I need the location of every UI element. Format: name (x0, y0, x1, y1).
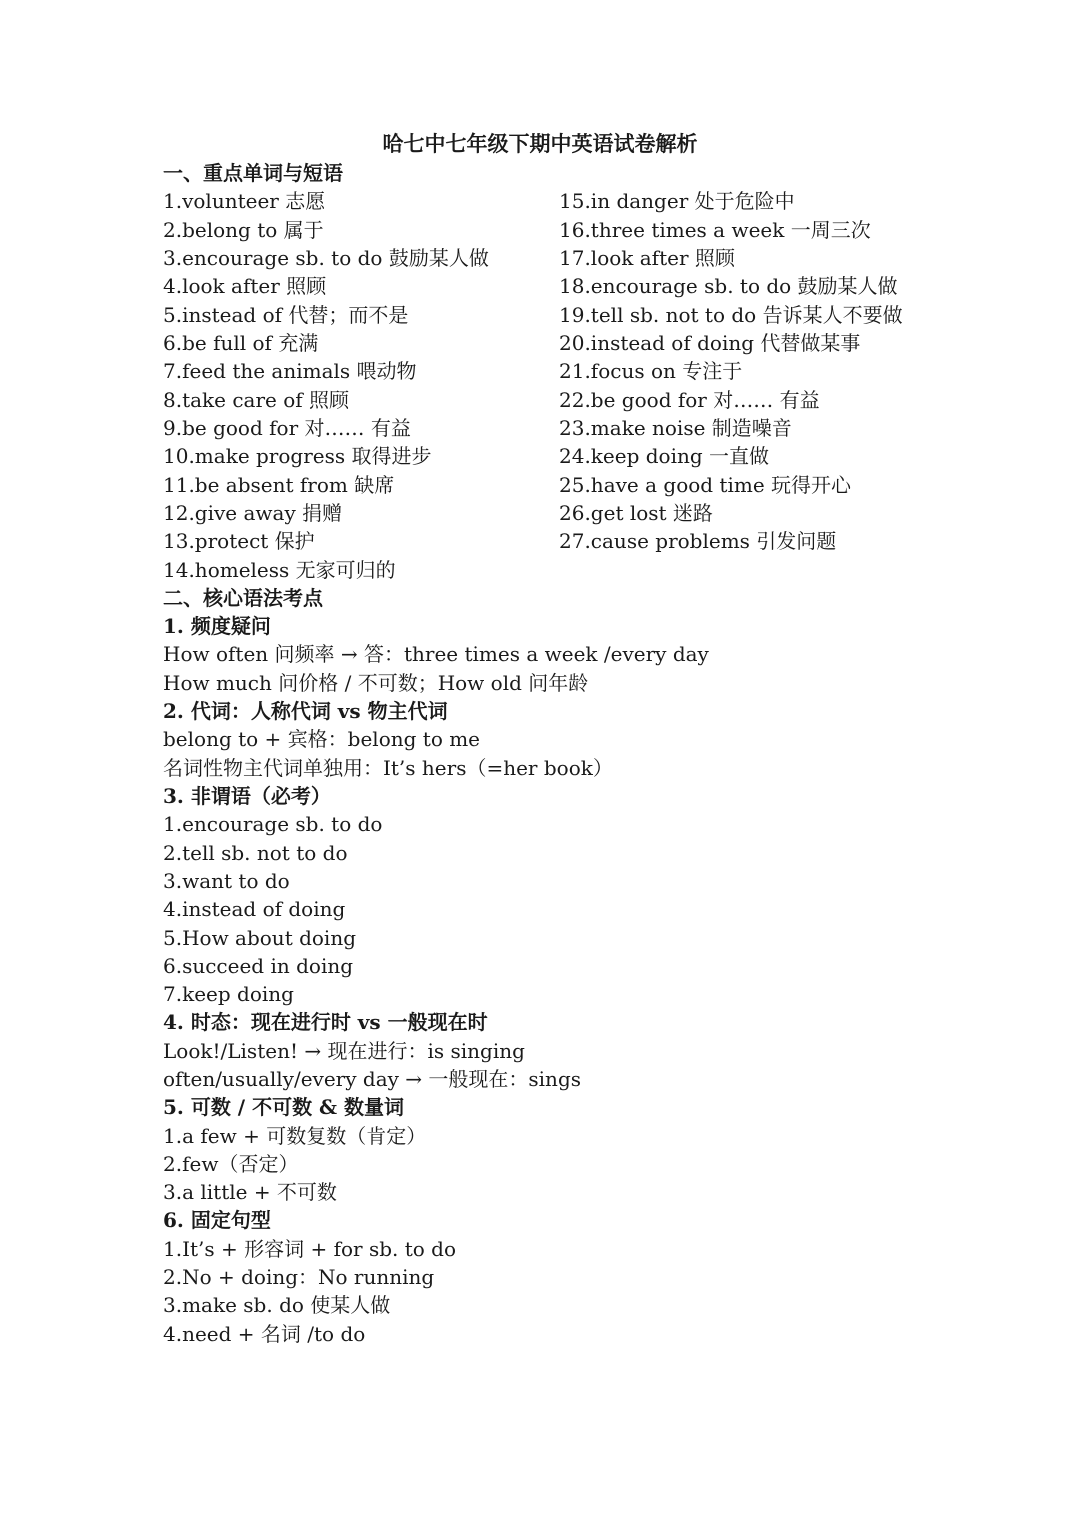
grammar-line: 1.encourage sb. to do (163, 812, 383, 836)
vocab-item: 9.be good for 对…… 有益 (163, 416, 411, 440)
vocab-item: 24.keep doing 一直做 (559, 444, 770, 468)
grammar-heading-frequency: 1. 频度疑问 (163, 614, 271, 638)
vocab-item: 26.get lost 迷路 (559, 501, 713, 525)
vocab-item: 10.make progress 取得进步 (163, 444, 432, 468)
document-title: 哈七中七年级下期中英语试卷解析 (382, 131, 698, 156)
vocab-item: 21.focus on 专注于 (559, 359, 743, 383)
grammar-heading-pronouns: 2. 代词：人称代词 vs 物主代词 (163, 699, 448, 723)
vocab-item: 18.encourage sb. to do 鼓励某人做 (559, 274, 898, 298)
grammar-heading-patterns: 6. 固定句型 (163, 1208, 271, 1232)
grammar-line: 6.succeed in doing (163, 954, 354, 978)
vocab-item: 27.cause problems 引发问题 (559, 529, 837, 553)
grammar-line: 2.tell sb. not to do (163, 840, 348, 865)
grammar-line: often/usually/every day → 一般现在：sings (163, 1067, 582, 1091)
grammar-line: 3.want to do (163, 869, 290, 893)
vocab-item: 6.be full of 充满 (163, 331, 319, 355)
vocab-item: 4.look after 照顾 (163, 274, 327, 298)
grammar-line: 5.How about doing (163, 925, 357, 950)
grammar-line: 3.a little + 不可数 (163, 1180, 337, 1204)
grammar-heading-nonfinite: 3. 非谓语（必考） (163, 784, 331, 808)
section-heading-grammar: 二、核心语法考点 (163, 586, 323, 610)
vocab-item: 3.encourage sb. to do 鼓励某人做 (163, 246, 489, 270)
vocab-item: 19.tell sb. not to do 告诉某人不要做 (559, 302, 903, 327)
vocab-item: 2.belong to 属于 (163, 217, 324, 242)
vocab-item: 20.instead of doing 代替做某事 (559, 331, 861, 355)
grammar-line: 2.few（否定） (163, 1152, 299, 1176)
vocab-item: 5.instead of 代替；而不是 (163, 302, 409, 327)
vocab-item: 1.volunteer 志愿 (163, 189, 326, 213)
grammar-heading-tense: 4. 时态：现在进行时 vs 一般现在时 (163, 1010, 488, 1034)
vocab-item: 13.protect 保护 (163, 529, 315, 553)
grammar-line: 1.It’s + 形容词 + for sb. to do (163, 1237, 457, 1261)
grammar-line: How often 问频率 → 答：three times a week /every day (163, 642, 709, 666)
vocab-item: 23.make noise 制造噪音 (559, 416, 792, 440)
grammar-line: 名词性物主代词单独用：It’s hers（=her book） (163, 755, 613, 780)
grammar-line: 2.No + doing：No running (163, 1265, 435, 1289)
grammar-line: Look!/Listen! → 现在进行：is singing (163, 1039, 525, 1063)
vocab-item: 22.be good for 对…… 有益 (559, 387, 820, 412)
grammar-line: 3.make sb. do 使某人做 (163, 1293, 391, 1317)
grammar-line: 4.need + 名词 /to do (163, 1322, 366, 1346)
vocab-item: 12.give away 捐赠 (163, 501, 343, 525)
grammar-line: belong to + 宾格：belong to me (163, 727, 481, 751)
grammar-line: 4.instead of doing (163, 897, 346, 921)
vocab-item: 17.look after 照顾 (559, 246, 735, 270)
vocab-item: 16.three times a week 一周三次 (559, 217, 871, 242)
section-heading-vocab: 一、重点单词与短语 (163, 161, 343, 185)
vocab-item: 11.be absent from 缺席 (163, 472, 395, 497)
vocab-item: 14.homeless 无家可归的 (163, 557, 396, 582)
vocab-item: 25.have a good time 玩得开心 (559, 472, 852, 497)
grammar-line: 1.a few + 可数复数（肯定） (163, 1124, 427, 1148)
grammar-heading-countable: 5. 可数 / 不可数 & 数量词 (163, 1095, 405, 1119)
vocab-item: 7.feed the animals 喂动物 (163, 359, 417, 383)
grammar-line: 7.keep doing (163, 982, 294, 1006)
vocab-item: 8.take care of 照顾 (163, 387, 350, 412)
grammar-line: How much 问价格 / 不可数；How old 问年龄 (163, 670, 589, 695)
vocab-item: 15.in danger 处于危险中 (559, 189, 795, 213)
